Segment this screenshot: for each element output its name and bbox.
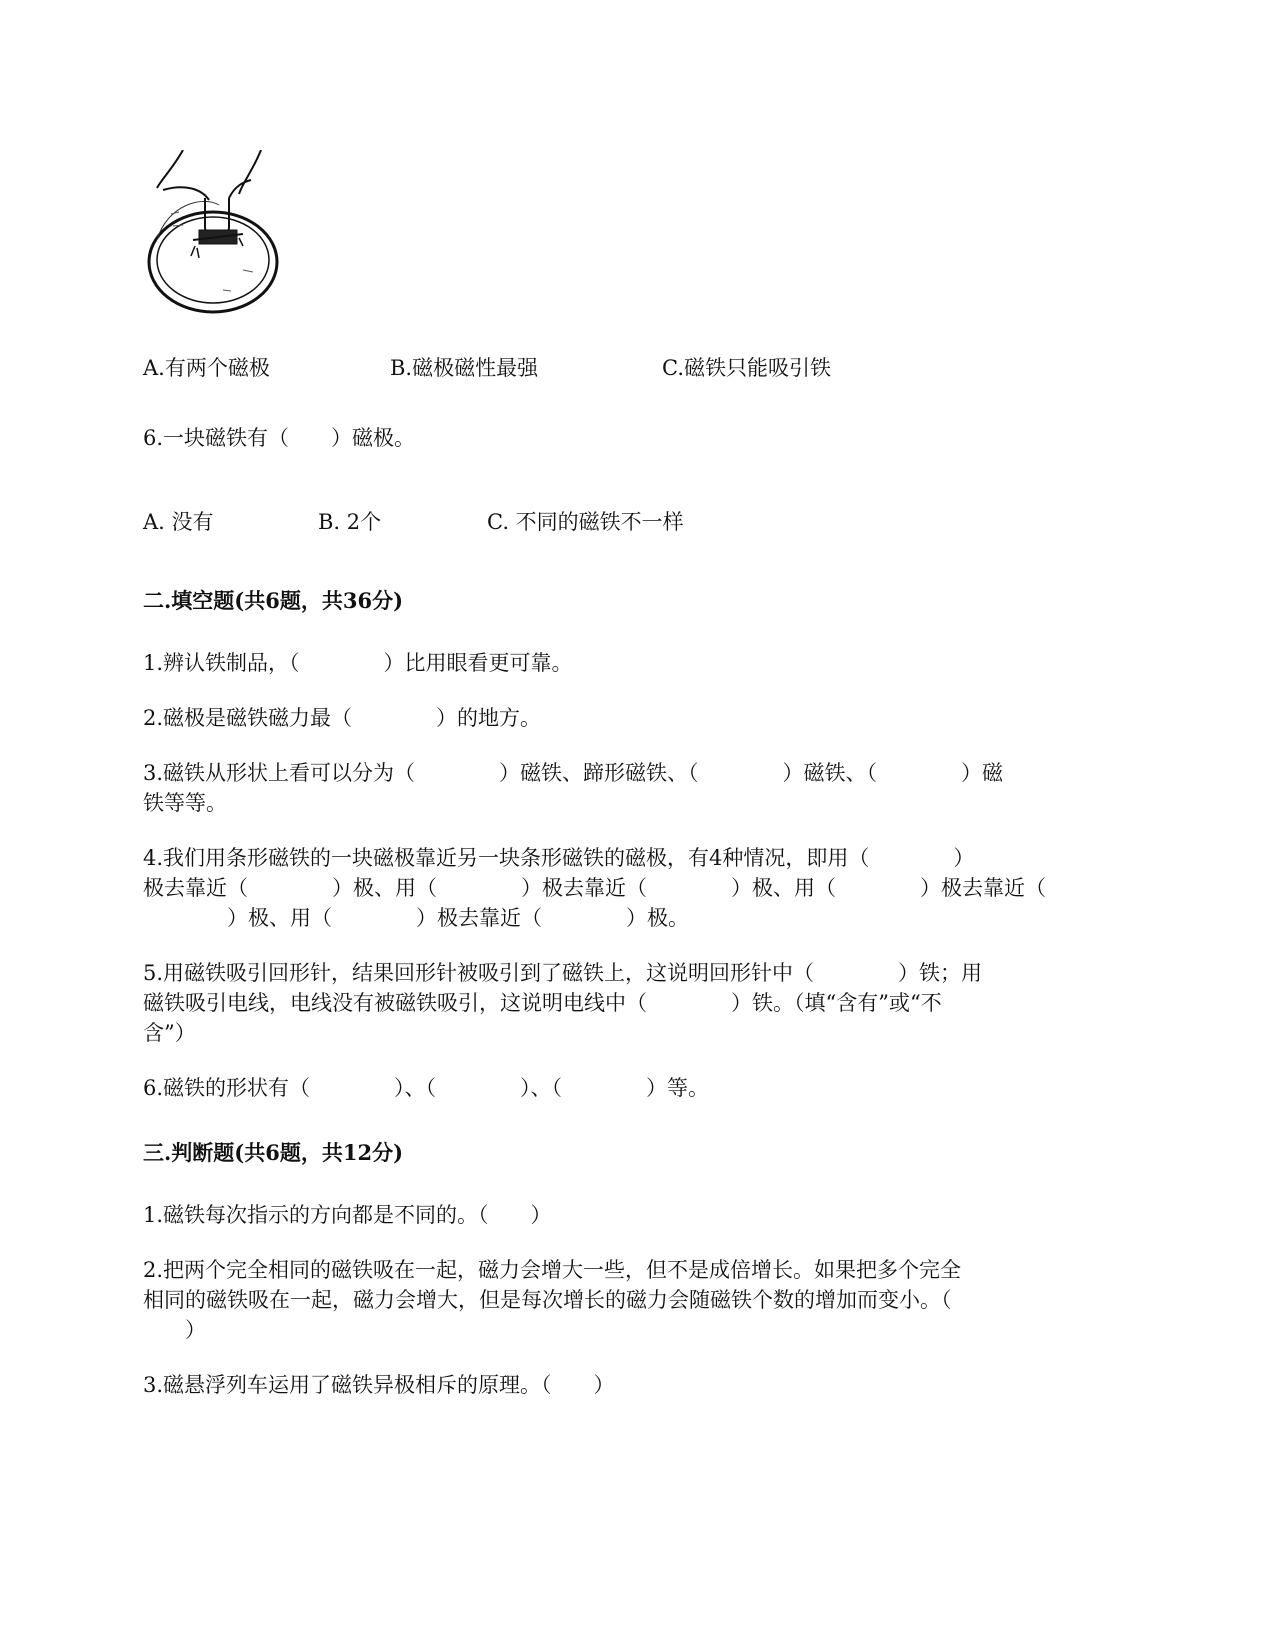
q5-option-b: B.磁极磁性最强 [390,356,539,380]
judge-item-2-line-1: 2.把两个完全相同的磁铁吸在一起，磁力会增大一些，但不是成倍增长。如果把多个完全 [143,1258,962,1282]
fill-item-6: 6.磁铁的形状有（ ）、（ ）、（ ）等。 [143,1076,710,1100]
fill-item-4-line-2: 极去靠近（ ）极、用（ ）极去靠近（ ）极、用（ ）极去靠近（ [143,876,1046,900]
q6-option-a: A. 没有 [143,510,214,534]
judge-item-3: 3.磁悬浮列车运用了磁铁异极相斥的原理。（ ） [143,1373,615,1397]
fill-item-4-line-1: 4.我们用条形磁铁的一块磁极靠近另一块条形磁铁的磁极，有4种情况，即用（ ） [143,846,975,870]
judge-item-1: 1.磁铁每次指示的方向都是不同的。（ ） [143,1203,552,1227]
q6-stem: 6.一块磁铁有（ ）磁极。 [143,426,416,450]
judge-item-2-line-2: 相同的磁铁吸在一起，磁力会增大，但是每次增长的磁力会随磁铁个数的增加而变小。（ [143,1288,952,1312]
fill-item-2: 2.磁极是磁铁磁力最（ ）的地方。 [143,706,542,730]
q5-option-a: A.有两个磁极 [143,356,270,380]
section-3-heading: 三.判断题(共6题，共12分) [143,1140,404,1165]
fill-item-4-line-3: ）极、用（ ）极去靠近（ ）极。 [143,906,689,930]
judge-item-2-line-3: ） [143,1318,206,1342]
magnet-dish-illustration [143,150,283,320]
fill-item-5-line-1: 5.用磁铁吸引回形针，结果回形针被吸引到了磁铁上，这说明回形针中（ ）铁；用 [143,961,983,985]
fill-item-5-line-2: 磁铁吸引电线，电线没有被磁铁吸引，这说明电线中（ ）铁。（填“含有”或“不 [143,991,942,1015]
fill-item-3-line-2: 铁等等。 [143,791,227,815]
fill-item-3-line-1: 3.磁铁从形状上看可以分为（ ）磁铁、蹄形磁铁、（ ）磁铁、（ ）磁 [143,761,1004,785]
q6-option-b: B. 2个 [318,510,382,534]
section-2-heading: 二.填空题(共6题，共36分) [143,588,404,613]
fill-item-1: 1.辨认铁制品，（ ）比用眼看更可靠。 [143,651,573,675]
q5-option-c: C.磁铁只能吸引铁 [662,356,831,380]
q6-option-c: C. 不同的磁铁不一样 [487,510,684,534]
fill-item-5-line-3: 含”） [143,1021,196,1045]
